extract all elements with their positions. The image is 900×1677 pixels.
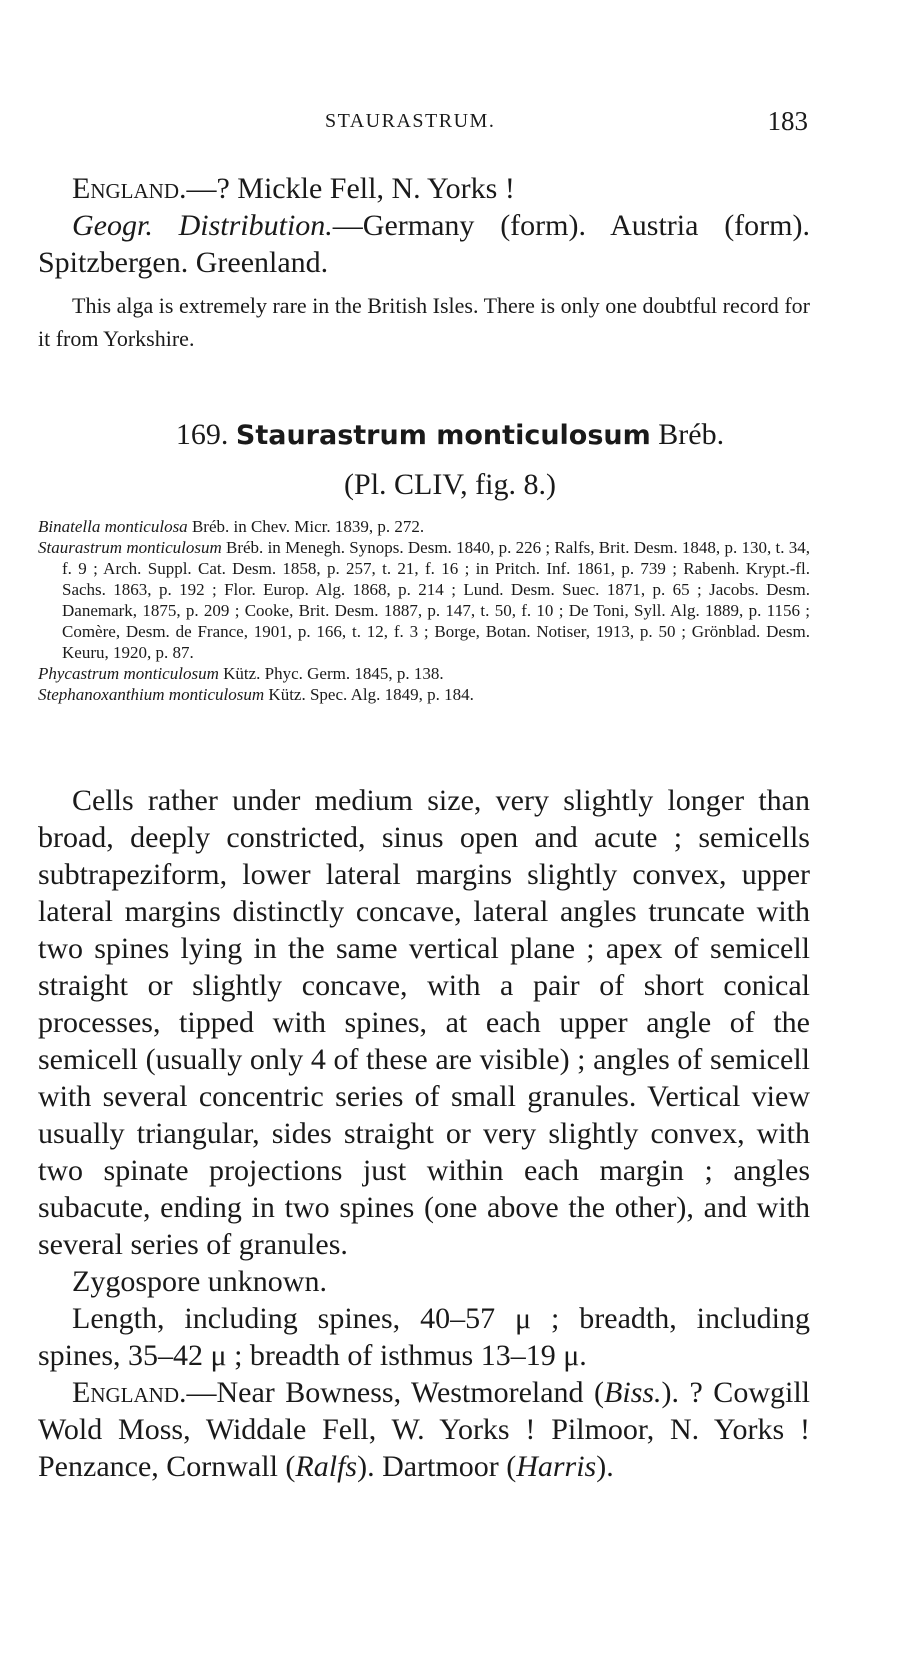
running-title: STAURASTRUM. (325, 110, 496, 132)
page-number: 183 (767, 106, 808, 136)
zygospore-note: Zygospore unknown. (72, 1265, 327, 1298)
species-authority: Bréb. (658, 418, 725, 451)
england-localities: —? Mickle Fell, N. Yorks ! (186, 172, 515, 205)
species-name: Staurastrum monticulosum (235, 420, 651, 451)
rarity-note: This alga is extremely rare in the British Isles. There is only one doubtful record for it from Yorkshire. (38, 293, 810, 351)
geo-text: —Germany (form). Austria (form). Spitzbergen. Greenland. (38, 209, 810, 279)
previous-species-records (38, 170, 810, 281)
synonymy (38, 516, 810, 705)
page-header (0, 106, 900, 140)
species-number: 169. (175, 418, 229, 451)
synonym-entry: Binatella monticulosa Bréb. in Chev. Micr. 1839, p. 272. (38, 517, 425, 536)
species-heading (0, 418, 900, 452)
distribution-record: England.—Near Bowness, Westmoreland (Biss.). ? Cowgill Wold Moss, Widdale Fell, W. Yorks ! Pilmoor, N. Yorks ! Penzance, Cornwall (Ralfs). Dartmoor (Harris). (38, 1376, 810, 1483)
description-paragraph: Cells rather under medium size, very slightly longer than broad, deeply constricted, sinus open and acute ; semicells subtrapeziform, lower lateral margins slightly convex, upper lateral margins distinctly concave, lateral angles truncate with two spines lying in the same vertical plane ; apex of semicell straight or slightly concave, with a pair of short conical processes, tipped with spines, at each upper angle of the semicell (usually only 4 of these are visible) ; angles of semicell with several concentric series of small granules. Vertical view usually triangular, sides straight or very slightly convex, with two spinate projections just within each margin ; angles subacute, ending in two spines (one above the other), and with several series of granules. (38, 784, 810, 1261)
species-description (38, 782, 810, 1485)
geo-label: Geogr. Distribution. (72, 209, 333, 242)
geographic-distribution (38, 207, 810, 281)
england-record (38, 170, 810, 207)
england-label: England. (72, 172, 187, 205)
synonym-entry: Stephanoxanthium monticulosum Kütz. Spec. Alg. 1849, p. 184. (38, 685, 474, 704)
measurements: Length, including spines, 40–57 μ ; breadth, including spines, 35–42 μ ; breadth of isthmus 13–19 μ. (38, 1302, 810, 1372)
synonym-entry: Phycastrum monticulosum Kütz. Phyc. Germ. 1845, p. 138. (38, 664, 444, 683)
plate-reference: (Pl. CLIV, fig. 8.) (344, 468, 556, 501)
synonym-entry: Staurastrum monticulosum Bréb. in Menegh. Synops. Desm. 1840, p. 226 ; Ralfs, Brit. Desm. 1848, p. 130, t. 34, f. 9 ; Arch. Suppl. Cat. Desm. 1858, p. 257, t. 21, f. 16 ; in Pritch. Inf. 1861, p. 739 ; Rabenh. Krypt.-fl. Sachs. 1863, p. 192 ; Flor. Europ. Alg. 1868, p. 214 ; Lund. Desm. Suec. 1871, p. 65 ; Jacobs. Desm. Danemark, 1875, p. 209 ; Cooke, Brit. Desm. 1887, p. 147, t. 50, f. 10 ; De Toni, Syll. Alg. 1889, p. 1156 ; Comère, Desm. de France, 1901, p. 166, t. 12, f. 3 ; Borge, Botan. Notiser, 1913, p. 50 ; Grönblad. Desm. Keuru, 1920, p. 87. (38, 538, 810, 662)
